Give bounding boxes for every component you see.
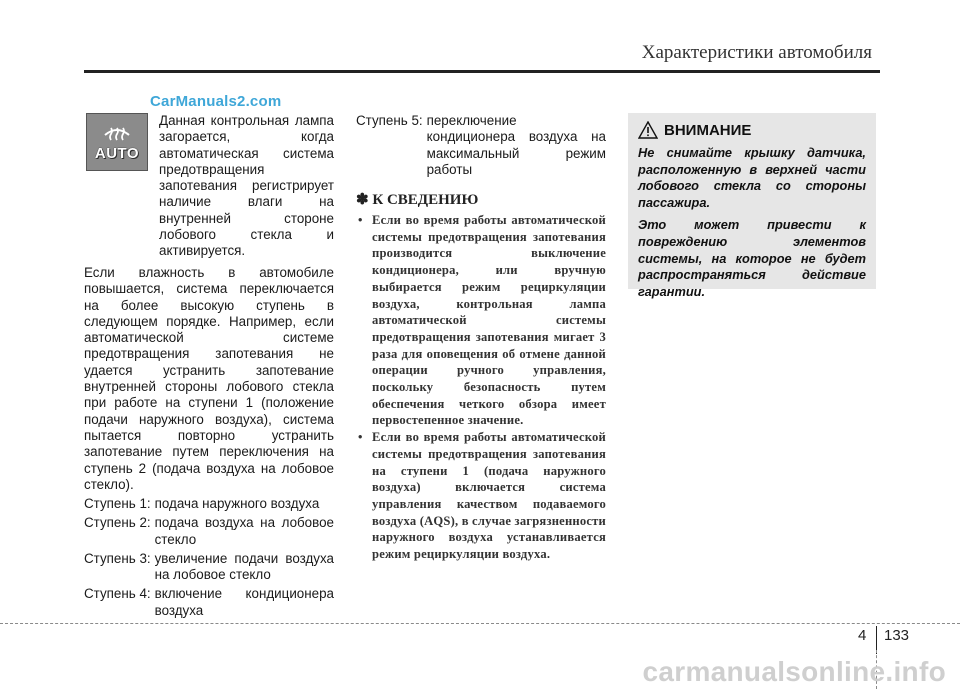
steps-list bbox=[84, 496, 334, 622]
note-item: • Если во время работы автоматической системы предотвращения запотевания на ступени 1 (подача наружного воздуха) включается система управления качеством подаваемого воздуха (AQS), в случае загрязненности наружного воздуха устанавливается режим рециркуляции воздуха. bbox=[356, 429, 606, 563]
step-2 bbox=[84, 515, 334, 548]
warning-text-1: Не снимайте крышку датчика, расположенную в верхней части лобового стекла со стороны пассажира. bbox=[638, 145, 866, 210]
step-1 bbox=[84, 496, 334, 512]
step-text: подача наружного воздуха bbox=[154, 496, 320, 511]
step-text: переключение кондиционера воздуха на максимальный режим работы bbox=[426, 113, 606, 177]
step-label: Ступень 3: bbox=[84, 550, 151, 566]
page-number bbox=[858, 627, 866, 644]
step-text: включение кондиционера воздуха bbox=[154, 586, 334, 618]
auto-label: AUTO bbox=[94, 144, 140, 162]
step-label: Ступень 4: bbox=[84, 586, 151, 602]
defrost-icon bbox=[102, 123, 132, 143]
section-title: Характеристики автомобиля bbox=[641, 42, 872, 63]
chapter-number: 4 bbox=[858, 627, 867, 644]
note-list bbox=[356, 212, 606, 563]
header-rule bbox=[84, 70, 880, 73]
note-heading: ✽ К СВЕДЕНИЮ bbox=[356, 192, 479, 208]
step-text: увеличение подачи воздуха на лобовое стекло bbox=[154, 550, 334, 583]
page-number-value: 133 bbox=[884, 627, 910, 644]
step-5-block bbox=[356, 113, 606, 181]
warning-title: ВНИМАНИЕ bbox=[664, 121, 752, 139]
warning-box bbox=[628, 113, 876, 299]
step-label: Ступень 5: bbox=[356, 113, 423, 128]
footer-rule bbox=[0, 623, 960, 624]
rear-defrost-auto-icon bbox=[86, 113, 148, 171]
step-3 bbox=[84, 551, 334, 584]
step-4 bbox=[84, 586, 334, 619]
step-label: Ступень 1: bbox=[84, 496, 151, 511]
step-5 bbox=[356, 113, 606, 178]
step-text: подача воздуха на лобовое стекло bbox=[154, 515, 334, 547]
warning-title-row bbox=[638, 121, 866, 139]
humidity-paragraph: Если влажность в автомобиле повышается, система переключается на более высокую ступень в следующем порядке. Например, если автоматической системе предотвращения запотевания не удается устранить запотевание внутренней стороны лобового стекла при работе на ступени 1 (положение подачи наружного воздуха), система пытается повторно устранить запотевание путем переключения на ступень 2 (подача воздуха на лобовое стекло). bbox=[84, 265, 334, 492]
humidity-explanation bbox=[84, 265, 334, 509]
step-label: Ступень 2: bbox=[84, 515, 151, 531]
note-item: • Если во время работы автоматической системы предотвращения запотевания производится выключение кондиционера, или вручную выбирается режим рециркуляции воздуха, контрольная лампа автоматической системы предотвращения запотевания мигает 3 раза для оповещения об отмене данной операции ручного управления, поскольку безопасность путем обеспечения четкого обзора имеет первостепенное значение. bbox=[356, 212, 606, 429]
warning-triangle-icon bbox=[638, 121, 658, 139]
indicator-description: Данная контрольная лампа загорается, когда автоматическая система предотвращения запотевания регистрирует наличие влаги на внутренней стороне лобового стекла и активируется. bbox=[159, 113, 334, 259]
watermark-link-top[interactable]: CarManuals2.com bbox=[150, 93, 282, 110]
warning-text-2: Это может привести к повреждению элементов системы, на которое не будет распространяться действие гарантии. bbox=[638, 217, 866, 299]
watermark-link-bottom[interactable]: carmanualsonline.info bbox=[642, 656, 946, 687]
